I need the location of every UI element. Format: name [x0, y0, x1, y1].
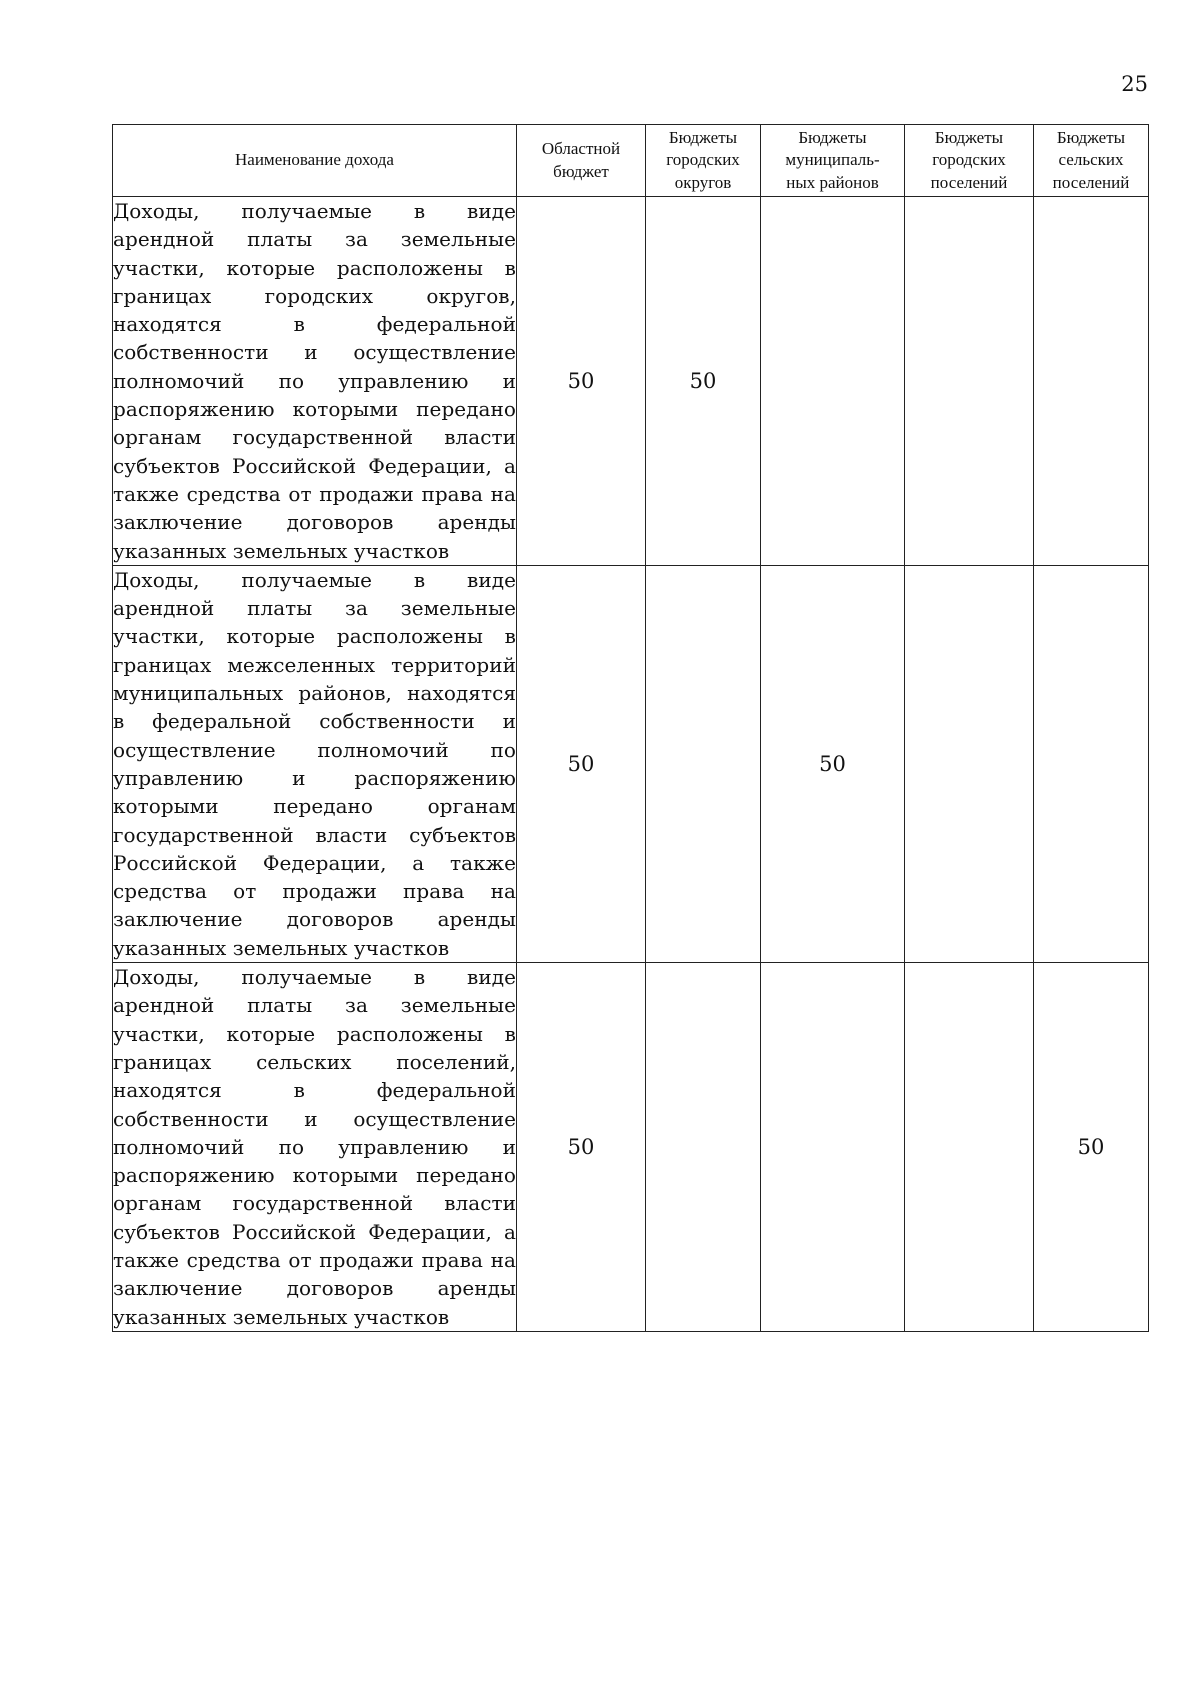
cell-municipal-district-budgets: [761, 963, 905, 1332]
cell-regional-budget: [517, 963, 646, 1332]
cell-city-district-budgets: [646, 963, 761, 1332]
cell-municipal-district-budgets: [761, 565, 905, 962]
header-regional-budget: Областной бюджет: [517, 125, 646, 197]
cell-urban-settlement-budgets: [905, 565, 1034, 962]
cell-rural-settlement-budgets: [1034, 963, 1149, 1332]
header-rural-settlement-budgets: Бюджеты сельских поселений: [1034, 125, 1149, 197]
cell-value: 50: [1077, 1134, 1105, 1159]
cell-value: 50: [567, 751, 595, 776]
table-row: [113, 963, 1149, 1332]
header-urban-settlement-budgets: Бюджеты городских поселений: [905, 125, 1034, 197]
cell-rural-settlement-budgets: [1034, 197, 1149, 566]
cell-urban-settlement-budgets: [905, 963, 1034, 1332]
row-revenue-name: Доходы, получаемые в виде арендной платы за земельные участки, которые расположены в границах межселенных территорий муниципальных районов, находятся в федеральной собственности и осуществление полномочий по управлению и распоряжению которыми передано органам государственной власти субъектов Российской Федерации, а также средства от продажи права на заключение договоров аренды указанных земельных участков: [113, 565, 517, 962]
row-revenue-name: Доходы, получаемые в виде арендной платы за земельные участки, которые расположены в границах сельских поселений, находятся в федеральной собственности и осуществление полномочий по управлению и распоряжению которыми передано органам государственной власти субъектов Российской Федерации, а также средства от продажи права на заключение договоров аренды указанных земельных участков: [113, 963, 517, 1332]
table-row: [113, 197, 1149, 566]
cell-value: 50: [689, 368, 717, 393]
cell-value: 50: [567, 368, 595, 393]
cell-value: 50: [567, 1134, 595, 1159]
table-header-row: [113, 125, 1149, 197]
cell-regional-budget: [517, 197, 646, 566]
cell-city-district-budgets: [646, 565, 761, 962]
header-city-district-budgets: Бюджеты городских округов: [646, 125, 761, 197]
page-number: 25: [1121, 72, 1148, 96]
cell-regional-budget: [517, 565, 646, 962]
revenue-distribution-table: [112, 124, 1149, 1332]
header-revenue-name: Наименование дохода: [113, 125, 517, 197]
row-revenue-name: Доходы, получаемые в виде арендной платы за земельные участки, которые расположены в границах городских округов, находятся в федеральной собственности и осуществление полномочий по управлению и распоряжению которыми передано органам государственной власти субъектов Российской Федерации, а также средства от продажи права на заключение договоров аренды указанных земельных участков: [113, 197, 517, 566]
cell-city-district-budgets: [646, 197, 761, 566]
cell-municipal-district-budgets: [761, 197, 905, 566]
cell-urban-settlement-budgets: [905, 197, 1034, 566]
cell-rural-settlement-budgets: [1034, 565, 1149, 962]
cell-value: 50: [819, 751, 846, 776]
table-row: [113, 565, 1149, 962]
header-municipal-district-budgets: Бюджеты муниципаль-ных районов: [761, 125, 905, 197]
